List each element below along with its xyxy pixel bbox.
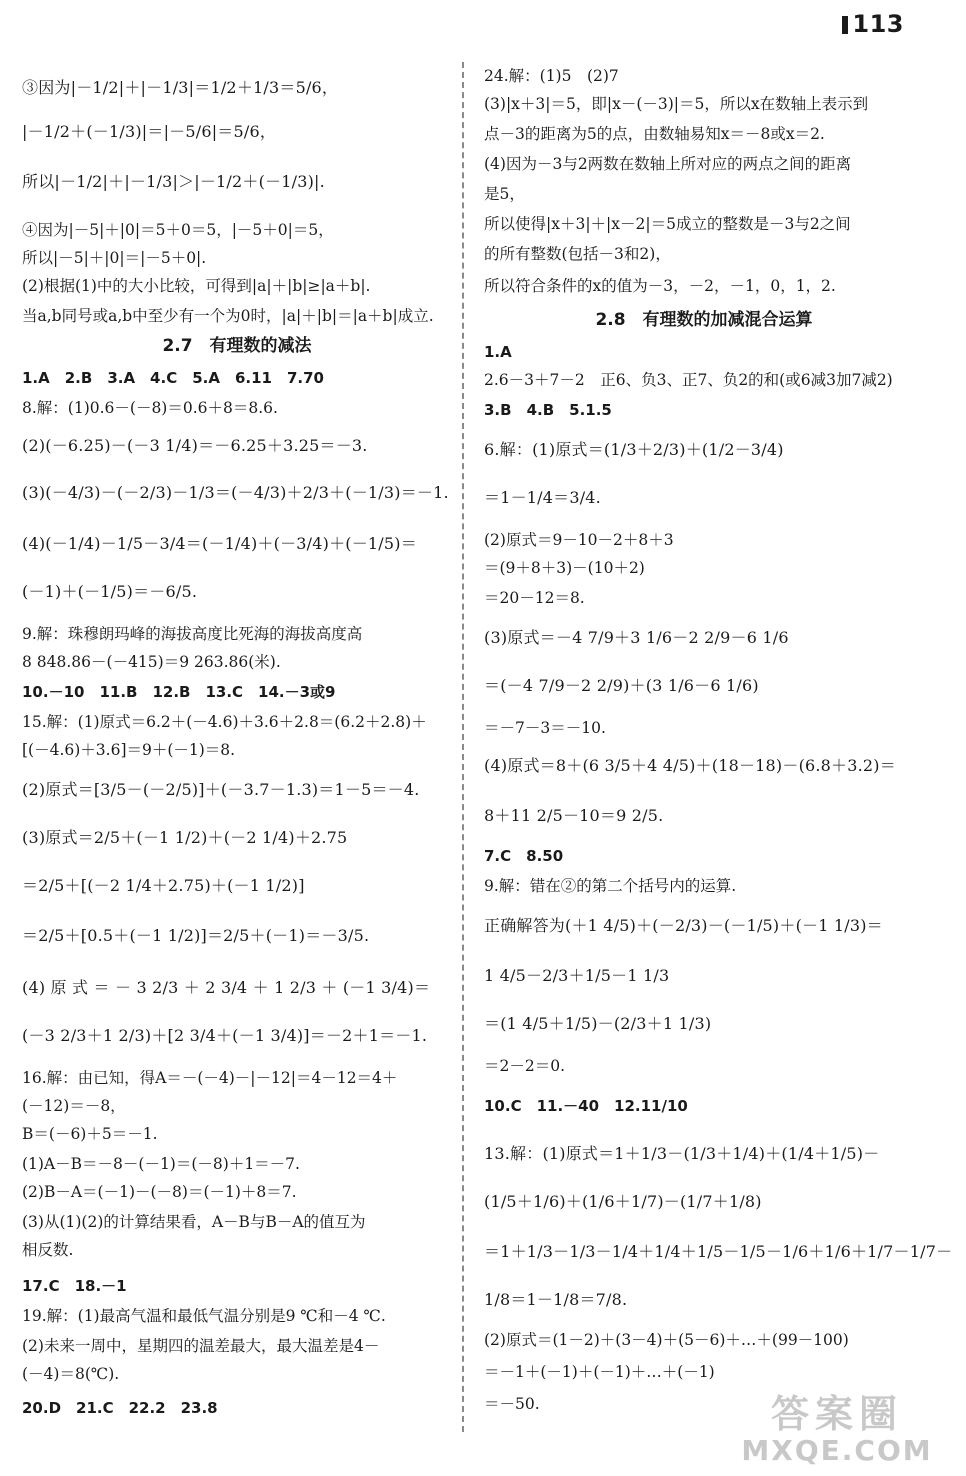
text-line: 1 4/5－2/3＋1/5－1 1/3: [484, 966, 670, 985]
text-line: 15.解：(1)原式＝6.2＋(－4.6)＋3.6＋2.8＝(6.2＋2.8)＋: [22, 713, 427, 731]
text-line: (2)原式＝(1－2)＋(3－4)＋(5－6)＋…＋(99－100): [484, 1331, 849, 1349]
text-line: (3)|x＋3|＝5，即|x－(－3)|＝5，所以x在数轴上表示到: [484, 95, 869, 113]
answer-line: 17.C 18.－1: [22, 1277, 127, 1295]
text-line: (－3 2/3＋1 2/3)＋[2 3/4＋(－1 3/4)]＝－2＋1＝－1.: [22, 1026, 428, 1045]
text-line: ＝(1 4/5＋1/5)－(2/3＋1 1/3): [484, 1014, 712, 1033]
text-line: ＝2/5＋[0.5＋(－1 1/2)]＝2/5＋(－1)＝－3/5.: [22, 926, 370, 945]
text-line: (2)B－A＝(－1)－(－8)＝(－1)＋8＝7.: [22, 1183, 297, 1201]
text-line: (3)(－4/3)－(－2/3)－1/3＝(－4/3)＋2/3＋(－1/3)＝－1.: [22, 483, 449, 502]
text-line: ＝20－12＝8.: [484, 589, 585, 607]
section-heading-2-7: 2.7 有理数的减法: [162, 336, 312, 356]
text-line: ④因为|－5|＋|0|＝5＋0＝5，|－5＋0|＝5，: [22, 221, 334, 239]
text-line: B＝(－6)＋5＝－1.: [22, 1125, 158, 1143]
answer-line: 1.A: [484, 343, 512, 361]
text-line: 相反数.: [22, 1241, 74, 1259]
text-line: (2)(－6.25)－(－3 1/4)＝－6.25＋3.25＝－3.: [22, 436, 368, 455]
text-line: (4)(－1/4)－1/5－3/4＝(－1/4)＋(－3/4)＋(－1/5)＝: [22, 534, 417, 553]
text-line: (4)因为－3与2两数在数轴上所对应的两点之间的距离: [484, 155, 852, 173]
text-line: ③因为|－1/2|＋|－1/3|＝1/2＋1/3＝5/6，: [22, 78, 339, 97]
text-line: 的所有整数(包括－3和2)，: [484, 245, 671, 263]
text-line: ＝－1＋(－1)＋(－1)＋…＋(－1): [484, 1363, 715, 1381]
text-line: 24.解：(1)5 (2)7: [484, 67, 619, 85]
text-line: 点－3的距离为5的点，由数轴易知x＝－8或x＝2.: [484, 125, 825, 143]
text-line: ＝－50.: [484, 1395, 540, 1413]
text-line: ＝(9＋8＋3)－(10＋2): [484, 559, 645, 577]
text-line: 所以|－5|＋|0|＝|－5＋0|.: [22, 249, 207, 267]
text-line: 8 848.86－(－415)＝9 263.86(米).: [22, 653, 281, 671]
answer-line: 20.D 21.C 22.2 23.8: [22, 1399, 218, 1417]
text-line: 19.解：(1)最高气温和最低气温分别是9 ℃和－4 ℃.: [22, 1307, 386, 1325]
text-line: ＝1＋1/3－1/3－1/4＋1/4＋1/5－1/5－1/6＋1/6＋1/7－1/7－: [484, 1242, 953, 1261]
page-number: [842, 10, 904, 38]
text-line: (1)A－B＝－8－(－1)＝(－8)＋1＝－7.: [22, 1155, 300, 1173]
text-line: 9.解：珠穆朗玛峰的海拔高度比死海的海拔高度高: [22, 625, 363, 643]
text-line: |－1/2＋(－1/3)|＝|－5/6|＝5/6，: [22, 122, 277, 141]
text-line: 9.解：错在②的第二个括号内的运算.: [484, 877, 737, 895]
text-line: 1/8＝1－1/8＝7/8.: [484, 1290, 628, 1309]
text-line: 所以|－1/2|＋|－1/3|＞|－1/2＋(－1/3)|.: [22, 172, 325, 191]
text-line: ＝(－4 7/9－2 2/9)＋(3 1/6－6 1/6): [484, 676, 759, 695]
page-number-text: 113: [852, 10, 904, 38]
text-line: ＝2/5＋[(－2 1/4＋2.75)＋(－1 1/2)]: [22, 876, 305, 895]
text-line: (－12)＝－8，: [22, 1097, 126, 1115]
watermark-url: MXQE.COM: [741, 1434, 933, 1467]
text-line: (1/5＋1/6)＋(1/6＋1/7)－(1/7＋1/8): [484, 1192, 762, 1211]
text-line: ＝1－1/4＝3/4.: [484, 488, 601, 507]
answer-line: 7.C 8.50: [484, 847, 564, 865]
answer-line: 10.C 11.－40 12.11/10: [484, 1097, 688, 1115]
text-line: 当a,b同号或a,b中至少有一个为0时，|a|＋|b|＝|a＋b|成立.: [22, 307, 434, 325]
text-line: (3)从(1)(2)的计算结果看，A－B与B－A的值互为: [22, 1213, 366, 1231]
text-line: (4) 原 式 ＝ － 3 2/3 ＋ 2 3/4 ＋ 1 2/3 ＋ (－1 3/4)＝: [22, 978, 431, 997]
text-line: (－4)＝8(℃).: [22, 1365, 120, 1383]
text-line: (2)根据(1)中的大小比较，可得到|a|＋|b|≥|a＋b|.: [22, 277, 371, 295]
text-line: (4)原式＝8＋(6 3/5＋4 4/5)＋(18－18)－(6.8＋3.2)＝: [484, 756, 896, 775]
text-line: 所以使得|x＋3|＋|x－2|＝5成立的整数是－3与2之间: [484, 215, 851, 233]
text-line: ＝2－2＝0.: [484, 1057, 566, 1075]
watermark-logo: 答案圈: [770, 1392, 903, 1436]
text-line: 13.解：(1)原式＝1＋1/3－(1/3＋1/4)＋(1/4＋1/5)－: [484, 1144, 880, 1163]
text-line: (2)原式＝[3/5－(－2/5)]＋(－3.7－1.3)＝1－5＝－4.: [22, 780, 420, 799]
text-line: (3)原式＝－4 7/9＋3 1/6－2 2/9－6 1/6: [484, 628, 789, 647]
page-number-mark: [842, 16, 848, 34]
text-line: ＝－7－3＝－10.: [484, 719, 606, 737]
text-line: 正确解答为(＋1 4/5)＋(－2/3)－(－1/5)＋(－1 1/3)＝: [484, 916, 883, 935]
watermark: [722, 1392, 952, 1472]
text-line: (3)原式＝2/5＋(－1 1/2)＋(－2 1/4)＋2.75: [22, 828, 348, 847]
text-line: (－1)＋(－1/5)＝－6/5.: [22, 582, 198, 601]
text-line: 16.解：由已知，得A＝－(－4)－|－12|＝4－12＝4＋: [22, 1069, 398, 1087]
text-line: 8.解：(1)0.6－(－8)＝0.6＋8＝8.6.: [22, 399, 278, 417]
section-heading-2-8: 2.8 有理数的加减混合运算: [595, 310, 813, 330]
text-line: (2)原式＝9－10－2＋8＋3: [484, 531, 674, 549]
text-line: 所以符合条件的x的值为－3，－2，－1，0，1，2.: [484, 277, 836, 295]
text-line: 8＋11 2/5－10＝9 2/5.: [484, 806, 664, 825]
answer-line: 1.A 2.B 3.A 4.C 5.A 6.11 7.70: [22, 369, 324, 387]
text-line: 2.6－3＋7－2 正6、负3、正7、负2的和(或6减3加7减2): [484, 371, 893, 389]
column-divider: [462, 62, 464, 1432]
text-line: 是5，: [484, 185, 525, 203]
answer-line: 3.B 4.B 5.1.5: [484, 401, 612, 419]
text-line: [(－4.6)＋3.6]＝9＋(－1)＝8.: [22, 741, 236, 759]
text-line: (2)未来一周中，星期四的温差最大，最大温差是4－: [22, 1337, 380, 1355]
text-line: 6.解：(1)原式＝(1/3＋2/3)＋(1/2－3/4): [484, 440, 784, 459]
answer-line: 10.－10 11.B 12.B 13.C 14.－3或9: [22, 683, 336, 701]
